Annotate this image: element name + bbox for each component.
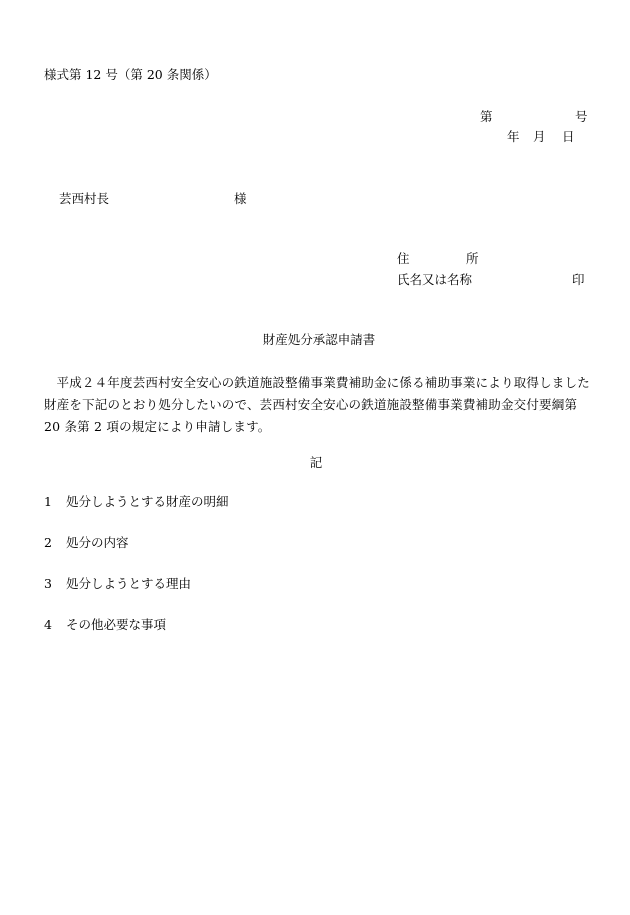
list-item xyxy=(44,537,129,550)
document-title-row xyxy=(0,334,630,347)
addressee-name: 芸西村長 xyxy=(59,191,110,206)
list-item-number: 2 xyxy=(44,535,52,550)
document-number-prefix: 第 xyxy=(480,109,493,124)
seal-mark: 印 xyxy=(572,272,585,287)
list-item xyxy=(44,619,166,632)
list-item-text: 処分しようとする財産の明細 xyxy=(66,494,229,509)
list-item xyxy=(44,578,191,591)
list-item-text: 処分の内容 xyxy=(66,535,129,550)
addressee-honorific: 様 xyxy=(234,191,247,206)
list-item-number: 1 xyxy=(44,494,52,509)
applicant-name-label: 氏名又は名称 xyxy=(397,272,473,287)
form-number: 様式第 12 号（第 20 条関係） xyxy=(44,67,217,82)
list-item-number: 3 xyxy=(44,576,52,591)
date-year-label: 年 xyxy=(507,129,520,144)
document-title: 財産処分承認申請書 xyxy=(262,332,376,347)
list-item-text: その他必要な事項 xyxy=(66,617,167,632)
ki-heading: 記 xyxy=(309,455,323,470)
list-item-number: 4 xyxy=(44,617,52,632)
date-month-label: 月 xyxy=(533,129,546,144)
list-item xyxy=(44,496,229,509)
date-day-label: 日 xyxy=(562,129,575,144)
address-label-second: 所 xyxy=(466,251,479,266)
list-item-text: 処分しようとする理由 xyxy=(66,576,192,591)
document-number-suffix: 号 xyxy=(575,109,588,124)
ki-heading-row xyxy=(0,457,630,470)
application-body-text: 平成２４年度芸西村安全安心の鉄道施設整備事業費補助金に係る補助事業により取得しました財産を下記のとおり処分したいので、芸西村安全安心の鉄道施設整備事業費補助金交付要綱第 20 条第 2 項の規定により申請します。 xyxy=(44,375,590,434)
address-label-first: 住 xyxy=(397,251,410,266)
